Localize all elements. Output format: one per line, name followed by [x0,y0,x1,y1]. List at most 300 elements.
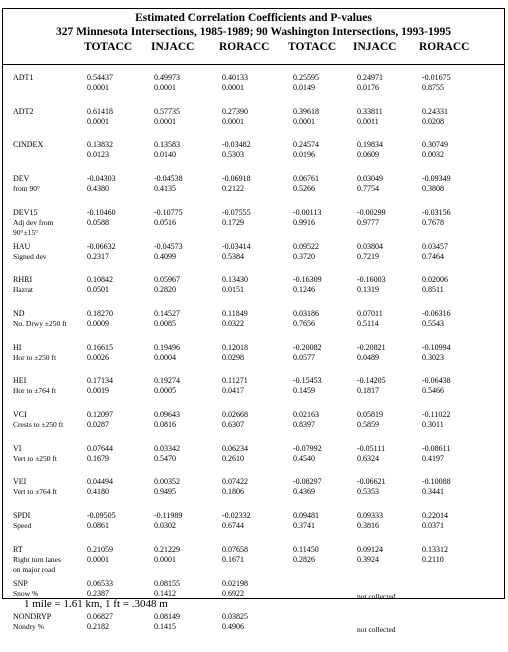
p-value: 0.0588 [87,218,109,227]
p-value: 0.4135 [154,184,176,193]
value-cell [293,275,322,295]
p-value: 0.3924 [357,555,379,564]
value-cell [293,376,322,396]
value-cell [422,275,448,295]
p-value: 0.3808 [422,184,444,193]
correlation-coefficient: -0.07555 [222,208,251,217]
correlation-coefficient: -0.09505 [87,511,116,520]
header-divider [3,64,504,65]
value-cell [87,477,113,497]
variable-description: Crests to ±250 ft [13,420,64,429]
value-cell [422,309,451,329]
p-value: 0.7754 [357,184,379,193]
value-cell [357,376,386,396]
p-value: 0.8511 [422,285,444,294]
p-value: 0.0322 [222,319,244,328]
p-value: 0.5114 [357,319,379,328]
value-cell [222,309,248,329]
correlation-coefficient: 0.07011 [357,309,383,318]
p-value: 0.0001 [154,117,176,126]
correlation-coefficient: 0.24971 [357,73,383,82]
p-value: 0.0001 [293,117,315,126]
p-value: 0.0196 [293,150,315,159]
value-cell [222,275,248,295]
p-value: 0.2826 [293,555,315,564]
p-value: 0.0026 [87,353,109,362]
p-value: 0.0001 [154,555,176,564]
p-value: 0.0032 [422,150,444,159]
p-value: 0.0011 [357,117,379,126]
correlation-coefficient: -0.08297 [293,477,322,486]
p-value: 0.9916 [293,218,315,227]
correlation-coefficient: 0.07422 [222,477,248,486]
value-cell [357,343,386,363]
correlation-coefficient: -0.16309 [293,275,322,284]
value-cell [357,410,383,430]
variable-name: VI [13,444,22,453]
p-value: 0.4197 [422,454,444,463]
p-value: 0.0085 [154,319,176,328]
correlation-coefficient: -0.08611 [422,444,451,453]
value-cell [222,73,248,93]
value-cell [357,107,383,127]
p-value: 0.0816 [154,420,176,429]
correlation-coefficient: 0.03342 [154,444,180,453]
correlation-coefficient: 0.09124 [357,545,383,554]
variable-name: RT [13,545,23,554]
value-cell [222,612,248,632]
correlation-coefficient: -0.00299 [357,208,386,217]
correlation-coefficient: -0.06438 [422,376,451,385]
correlation-coefficient: 0.13583 [154,140,180,149]
variable-name: ADT2 [13,107,34,116]
value-cell [293,410,319,430]
value-cell [154,545,180,565]
value-cell [222,579,248,599]
column-header: INJACC [353,41,397,53]
p-value: 0.1806 [222,487,244,496]
p-value: 0.0001 [222,117,244,126]
correlation-coefficient: 0.03457 [422,242,448,251]
value-cell [154,174,183,194]
p-value: 0.0501 [87,285,109,294]
correlation-coefficient: 0.19274 [154,376,180,385]
value-cell [154,477,180,497]
value-cell [154,579,180,599]
value-cell [422,511,448,531]
unit-note: 1 mile = 1.61 km, 1 ft = .3048 m [24,598,168,610]
correlation-coefficient: -0.10775 [154,208,183,217]
value-cell [293,242,319,262]
value-cell [357,242,383,262]
correlation-coefficient: 0.13312 [422,545,448,554]
value-cell [422,545,448,565]
p-value: 0.1459 [293,386,315,395]
p-value: 0.0302 [154,521,176,530]
p-value: 0.6307 [222,420,244,429]
p-value: 0.1671 [222,555,244,564]
p-value: 0.7464 [422,252,444,261]
value-cell [357,73,383,93]
correlation-coefficient: -0.16003 [357,275,386,284]
p-value: 0.0176 [357,83,379,92]
p-value: 0.5353 [357,487,379,496]
correlation-coefficient: 0.39618 [293,107,319,116]
p-value: 0.5543 [422,319,444,328]
correlation-coefficient: -0.11022 [422,410,451,419]
value-cell [87,612,113,632]
p-value: 0.2182 [87,622,109,631]
p-value: 0.5470 [154,454,176,463]
value-cell [422,376,451,396]
correlation-coefficient: 0.03825 [222,612,248,621]
p-value: 0.8755 [422,83,444,92]
value-cell [357,477,386,497]
p-value: 0.4906 [222,622,244,631]
variable-description: Hor to ±250 ft [13,353,57,362]
p-value: 0.0298 [222,353,244,362]
p-value: 0.0151 [222,285,244,294]
correlation-coefficient: -0.09349 [422,174,451,183]
value-cell [422,242,448,262]
value-cell [357,511,383,531]
correlation-coefficient: 0.19496 [154,343,180,352]
value-cell [293,73,319,93]
correlation-coefficient: 0.19834 [357,140,383,149]
value-cell [422,477,451,497]
value-cell [154,208,183,228]
value-cell [87,410,113,430]
p-value: 0.0123 [87,150,109,159]
correlation-coefficient: 0.12018 [222,343,248,352]
p-value: 0.2820 [154,285,176,294]
variable-description: Hor to ±764 ft [13,386,57,395]
p-value: 0.0149 [293,83,315,92]
correlation-coefficient: 0.05819 [357,410,383,419]
p-value: 0.0489 [357,353,379,362]
p-value: 0.4540 [293,454,315,463]
value-cell [87,174,116,194]
variable-description: Snow % [13,589,39,598]
variable-description: Hazrat [13,285,33,294]
value-cell [87,242,116,262]
value-cell [222,107,248,127]
p-value: 0.1412 [154,589,176,598]
value-cell [422,343,451,363]
correlation-coefficient: 0.21229 [154,545,180,554]
p-value: 0.0516 [154,218,176,227]
variable-name: VEI [13,477,27,486]
column-header: TOTACC [84,41,133,53]
correlation-coefficient: 0.08155 [154,579,180,588]
correlation-coefficient: 0.02006 [422,275,448,284]
value-cell [293,511,319,531]
value-cell [222,410,248,430]
variable-name: NONDRYP [13,612,52,621]
value-cell [222,511,251,531]
p-value: 0.4180 [87,487,109,496]
p-value: 0.1679 [87,454,109,463]
value-cell [422,140,448,160]
correlation-coefficient: -0.06316 [422,309,451,318]
p-value: 0.0001 [154,83,176,92]
correlation-coefficient: -0.06918 [222,174,251,183]
value-cell [357,275,386,295]
p-value: 0.0371 [422,521,444,530]
p-value: 0.2317 [87,252,109,261]
correlation-coefficient: -0.10088 [422,477,451,486]
correlation-coefficient: 0.06827 [87,612,113,621]
p-value: 0.4380 [87,184,109,193]
p-value: 0.6324 [357,454,379,463]
p-value: 0.0577 [293,353,315,362]
variable-name: DEV15 [13,208,38,217]
p-value: 0.1817 [357,386,379,395]
correlation-coefficient: -0.05111 [357,444,386,453]
value-cell [222,545,248,565]
value-cell [154,444,180,464]
correlation-coefficient: 0.17134 [87,376,113,385]
p-value: 0.0001 [87,555,109,564]
p-value: 0.5384 [222,252,244,261]
value-cell [293,107,319,127]
variable-description: Nondry % [13,622,45,631]
p-value: 0.4099 [154,252,176,261]
correlation-coefficient: 0.14527 [154,309,180,318]
p-value: 0.2122 [222,184,244,193]
value-cell [154,343,180,363]
value-cell [293,545,319,565]
correlation-coefficient: 0.25595 [293,73,319,82]
p-value: 0.0001 [87,117,109,126]
correlation-coefficient: -0.10460 [87,208,116,217]
variable-name: CINDEX [13,140,44,149]
p-value: 0.0001 [87,83,109,92]
variable-name: HEI [13,376,27,385]
variable-description: from 90° [13,184,40,193]
correlation-coefficient: 0.40133 [222,73,248,82]
value-cell [422,444,450,464]
correlation-coefficient: -0.14205 [357,376,386,385]
table-title: Estimated Correlation Coefficients and P-values [135,12,372,24]
correlation-coefficient: 0.07644 [87,444,113,453]
value-cell [154,73,180,93]
value-cell [87,309,113,329]
variable-description: Vert to ±250 ft [13,454,57,463]
correlation-coefficient: 0.03049 [357,174,383,183]
value-cell [293,309,319,329]
value-cell [222,444,248,464]
column-header: RORACC [219,41,270,53]
variable-description: Speed [13,521,32,530]
correlation-coefficient: 0.10842 [87,275,113,284]
p-value: 0.0208 [422,117,444,126]
variable-name: ND [13,309,25,318]
p-value: 0.3816 [357,521,379,530]
correlation-coefficient: 0.13430 [222,275,248,284]
variable-name: HAU [13,242,31,251]
correlation-coefficient: 0.54437 [87,73,113,82]
correlation-coefficient: 0.18270 [87,309,113,318]
p-value: 0.0004 [154,353,176,362]
correlation-coefficient: -0.10994 [422,343,451,352]
p-value: 0.5859 [357,420,379,429]
p-value: 0.3720 [293,252,315,261]
correlation-coefficient: -0.03156 [422,208,451,217]
correlation-coefficient: 0.24331 [422,107,448,116]
p-value: 0.3023 [422,353,444,362]
correlation-coefficient: 0.16615 [87,343,113,352]
value-cell [357,174,383,194]
value-cell [154,107,180,127]
variable-name: DEV [13,174,30,183]
p-value: 0.0005 [154,386,176,395]
p-value: 0.3011 [422,420,444,429]
value-cell [293,174,319,194]
p-value: 0.2110 [422,555,444,564]
correlation-coefficient: 0.11271 [222,376,248,385]
p-value: 0.1319 [357,285,379,294]
p-value: 0.0001 [222,83,244,92]
value-cell [293,208,321,228]
p-value: 0.5266 [293,184,315,193]
value-cell [357,309,383,329]
table-subtitle: 327 Minnesota Intersections, 1985-1989; 90 Washington Intersections, 1993-1995 [56,26,451,38]
value-cell [154,309,180,329]
value-cell [222,376,248,396]
value-cell [222,140,251,160]
value-cell [87,444,113,464]
p-value: 0.1729 [222,218,244,227]
variable-description: No. Drwy ±250 ft [13,319,67,328]
correlation-coefficient: 0.02198 [222,579,248,588]
p-value: 0.0009 [87,319,109,328]
variable-name: SNP [13,579,28,588]
value-cell [293,140,319,160]
p-value: 0.4369 [293,487,315,496]
correlation-coefficient: 0.33811 [357,107,383,116]
p-value: 0.7678 [422,218,444,227]
variable-name: HI [13,343,22,352]
correlation-coefficient: -0.04303 [87,174,116,183]
value-cell [293,477,322,497]
value-cell [87,511,116,531]
correlation-coefficient: 0.05967 [154,275,180,284]
value-cell [222,242,251,262]
variable-description: Vert to ±764 ft [13,487,57,496]
p-value: 0.0019 [87,386,109,395]
p-value: 0.2387 [87,589,109,598]
correlation-coefficient: 0.09333 [357,511,383,520]
correlation-coefficient: 0.04494 [87,477,113,486]
value-cell [87,376,113,396]
variable-name: RHRI [13,275,33,284]
correlation-coefficient: 0.00352 [154,477,180,486]
value-cell [154,410,180,430]
correlation-coefficient: 0.12097 [87,410,113,419]
value-cell [422,73,451,93]
value-cell [422,107,448,127]
correlation-coefficient: -0.06632 [87,242,116,251]
correlation-coefficient: -0.04573 [154,242,183,251]
p-value: 0.7656 [293,319,315,328]
correlation-coefficient: 0.06234 [222,444,248,453]
p-value: 0.8397 [293,420,315,429]
value-cell [87,107,113,127]
correlation-coefficient: 0.57735 [154,107,180,116]
p-value: 0.5303 [222,150,244,159]
p-value: 0.0609 [357,150,379,159]
value-cell [154,275,180,295]
value-cell [87,343,113,363]
table-row [3,612,504,652]
column-header: RORACC [419,41,470,53]
variable-name: ADT1 [13,73,34,82]
value-cell [87,73,113,93]
p-value: 0.9777 [357,218,379,227]
not-collected-note: not collected [357,592,396,601]
p-value: 0.0417 [222,386,244,395]
p-value: 0.6744 [222,521,244,530]
variable-description: Adj dev from 90°±15° [13,218,54,237]
correlation-coefficient: 0.22014 [422,511,448,520]
value-cell [154,612,180,632]
p-value: 0.0140 [154,150,176,159]
value-cell [357,444,385,464]
correlation-coefficient: -0.15453 [293,376,322,385]
correlation-coefficient: 0.02163 [293,410,319,419]
p-value: 0.1415 [154,622,176,631]
correlation-coefficient: 0.49973 [154,73,180,82]
p-value: 0.0287 [87,420,109,429]
correlation-coefficient: 0.61418 [87,107,113,116]
correlation-coefficient: 0.07658 [222,545,248,554]
correlation-coefficient: 0.30749 [422,140,448,149]
correlation-coefficient: -0.00113 [293,208,322,217]
correlation-coefficient: -0.04538 [154,174,183,183]
value-cell [222,477,248,497]
correlation-coefficient: 0.13832 [87,140,113,149]
correlation-coefficient: -0.06621 [357,477,386,486]
p-value: 0.2610 [222,454,244,463]
variable-description: Signed dev [13,252,47,261]
value-cell [154,242,183,262]
value-cell [87,579,113,599]
p-value: 0.5466 [422,386,444,395]
correlation-coefficient: 0.06761 [293,174,319,183]
value-cell [154,140,180,160]
value-cell [154,376,180,396]
p-value: 0.7219 [357,252,379,261]
p-value: 0.1246 [293,285,315,294]
value-cell [222,174,251,194]
correlation-coefficient: -0.01675 [422,73,451,82]
correlation-coefficient: -0.02332 [222,511,251,520]
correlation-coefficient: -0.03482 [222,140,251,149]
correlation-coefficient: -0.20082 [293,343,322,352]
correlation-coefficient: 0.11450 [293,545,319,554]
correlation-coefficient: -0.07992 [293,444,322,453]
column-header: INJACC [151,41,195,53]
correlation-coefficient: 0.02668 [222,410,248,419]
value-cell [293,444,322,464]
column-header: TOTACC [288,41,337,53]
value-cell [293,343,322,363]
value-cell [87,140,113,160]
correlation-coefficient: 0.09481 [293,511,319,520]
correlation-coefficient: -0.11989 [154,511,183,520]
value-cell [154,511,182,531]
